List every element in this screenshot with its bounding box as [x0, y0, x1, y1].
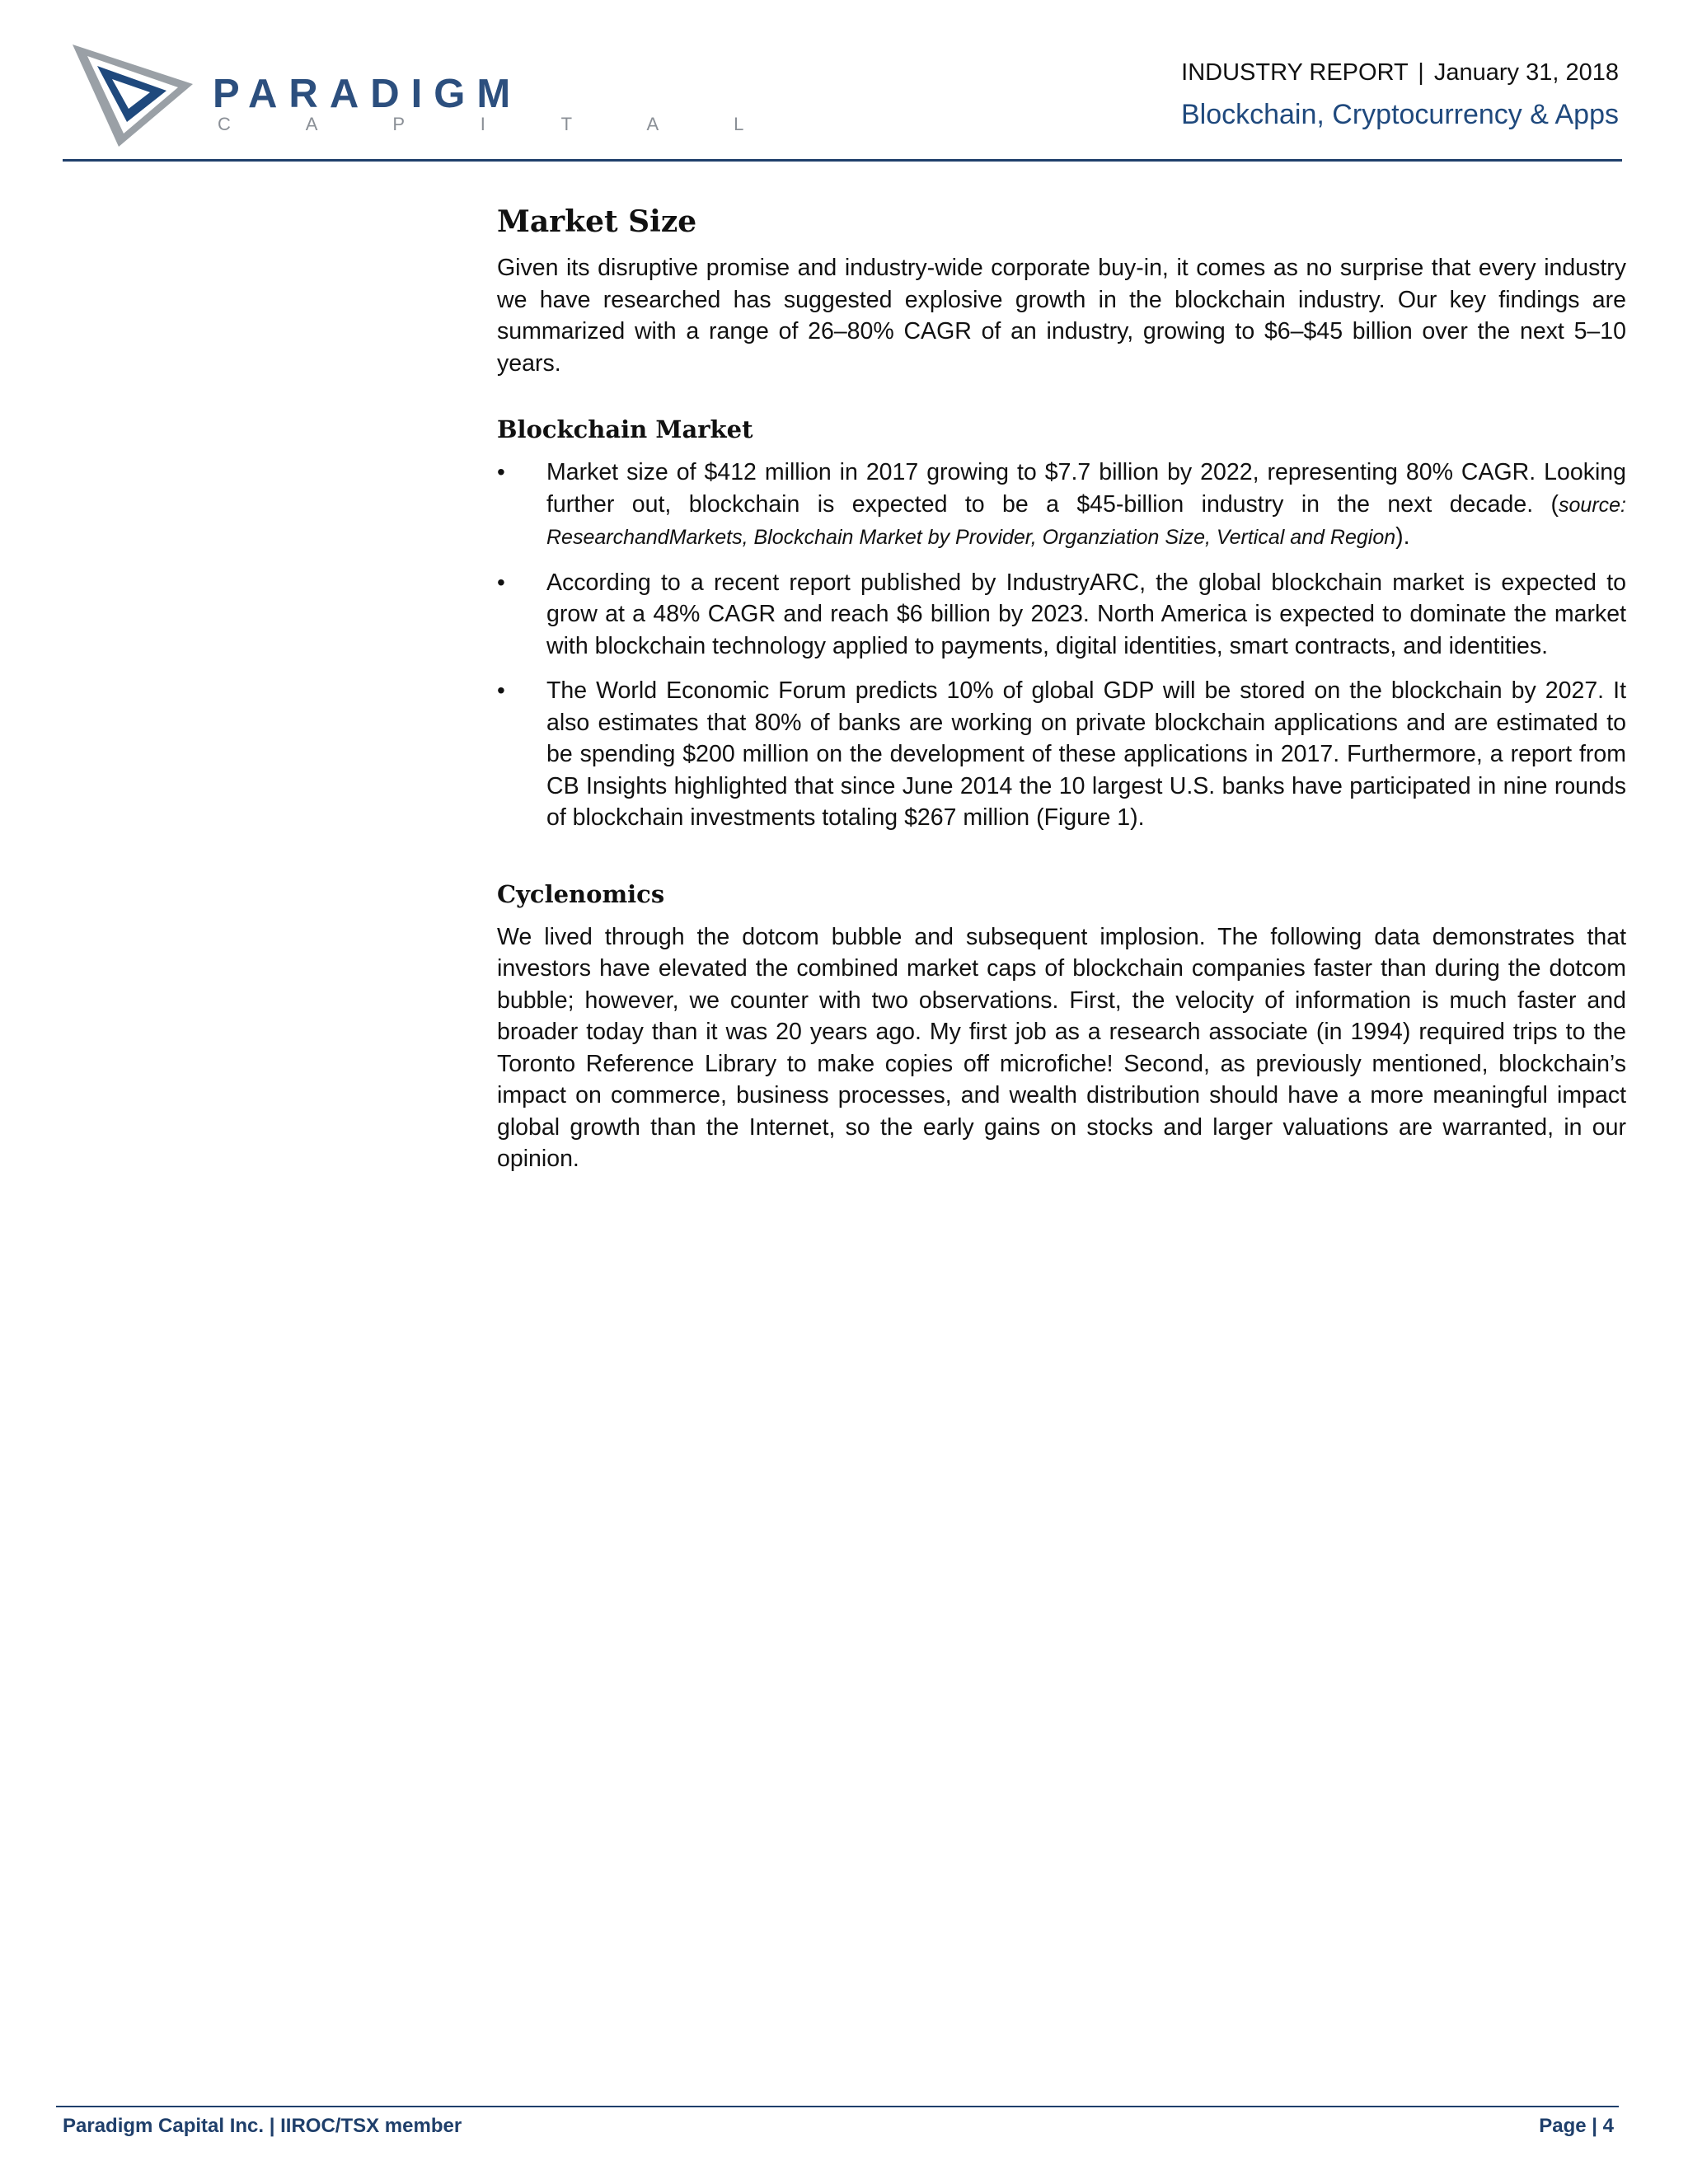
bullet-icon: • [497, 569, 505, 595]
market-size-paragraph: Given its disruptive promise and industry-wide corporate buy-in, it comes as no surprise that every industry we have researched has suggested explosive growth in the blockchain industry. Our key findings are summarized with a range of 26–80% CAGR of an industry, growing to $6–$45 billion over the next 5–10 years. [497, 255, 1626, 377]
bullet-icon: • [497, 677, 505, 703]
report-date: January 31, 2018 [1433, 59, 1619, 86]
logo-wordmark: PARADIGM [213, 72, 523, 116]
list-item [497, 457, 1626, 554]
logo-subtitle: C A P I T A L [218, 114, 780, 134]
logo-mark-icon [69, 41, 201, 148]
paradigm-capital-logo [69, 41, 780, 157]
list-item-text: According to a recent report published by IndustryARC, the global blockchain market is expected to grow at a 48% CAGR and reach $6 billion by 2023. North America is expected to dominate the market with blockchain technology applied to payments, digital identities, smart contracts, and identities. [546, 569, 1626, 659]
report-meta [1181, 59, 1619, 87]
list-item [497, 567, 1626, 663]
market-size-heading: Market Size [497, 204, 697, 239]
report-sector: Blockchain, Cryptocurrency & Apps [1180, 99, 1619, 130]
list-item-source: source: ResearchandMarkets, Blockchain Market by Provider, Organziation Size, Vertical and Region [546, 493, 1626, 549]
report-type: INDUSTRY REPORT [1181, 59, 1409, 86]
list-item-text: The World Economic Forum predicts 10% of global GDP will be stored on the blockchain by 2027. It also estimates that 80% of banks are working on private blockchain applications and are estimated to be spending $200 million on the development of these applications in 2017. Furthermore, a report from CB Insights highlighted that since June 2014 the 10 largest U.S. banks have participated in nine rounds of blockchain investments totaling $267 million (Figure 1). [546, 677, 1626, 831]
header-divider [63, 159, 1622, 162]
bullet-icon: • [497, 459, 505, 485]
list-item-close: ). [1395, 523, 1410, 550]
blockchain-market-heading: Blockchain Market [497, 415, 753, 443]
page-number: Page | 4 [1539, 2115, 1614, 2137]
list-item-text: Market size of $412 million in 2017 growing to $7.7 billion by 2022, representing 80% CAGR. Looking further out, blockchain is expected to be a $45-billion industry in the next decade. ( [546, 459, 1626, 518]
blockchain-market-list [497, 457, 1626, 834]
header-separator: | [1418, 59, 1424, 86]
footer-divider [56, 2106, 1619, 2107]
cyclenomics-paragraph: We lived through the dotcom bubble and subsequent implosion. The following data demonstrates that investors have elevated the combined market caps of blockchain companies faster than during the dotcom bubble; however, we counter with two observations. First, the velocity of information is much faster and broader today than it was 20 years ago. My first job as a research associate (in 1994) required trips to the Toronto Reference Library to make copies off microfiche! Second, as previously mentioned, blockchain’s impact on commerce, business processes, and wealth distribution should have a more meaningful impact global growth than the Internet, so the early gains on stocks and larger valuations are warranted, in our opinion. [497, 923, 1626, 1172]
footer-company: Paradigm Capital Inc. | IIROC/TSX member [63, 2115, 462, 2137]
list-item [497, 675, 1626, 834]
cyclenomics-heading: Cyclenomics [497, 879, 665, 908]
main-content [497, 204, 1626, 1175]
